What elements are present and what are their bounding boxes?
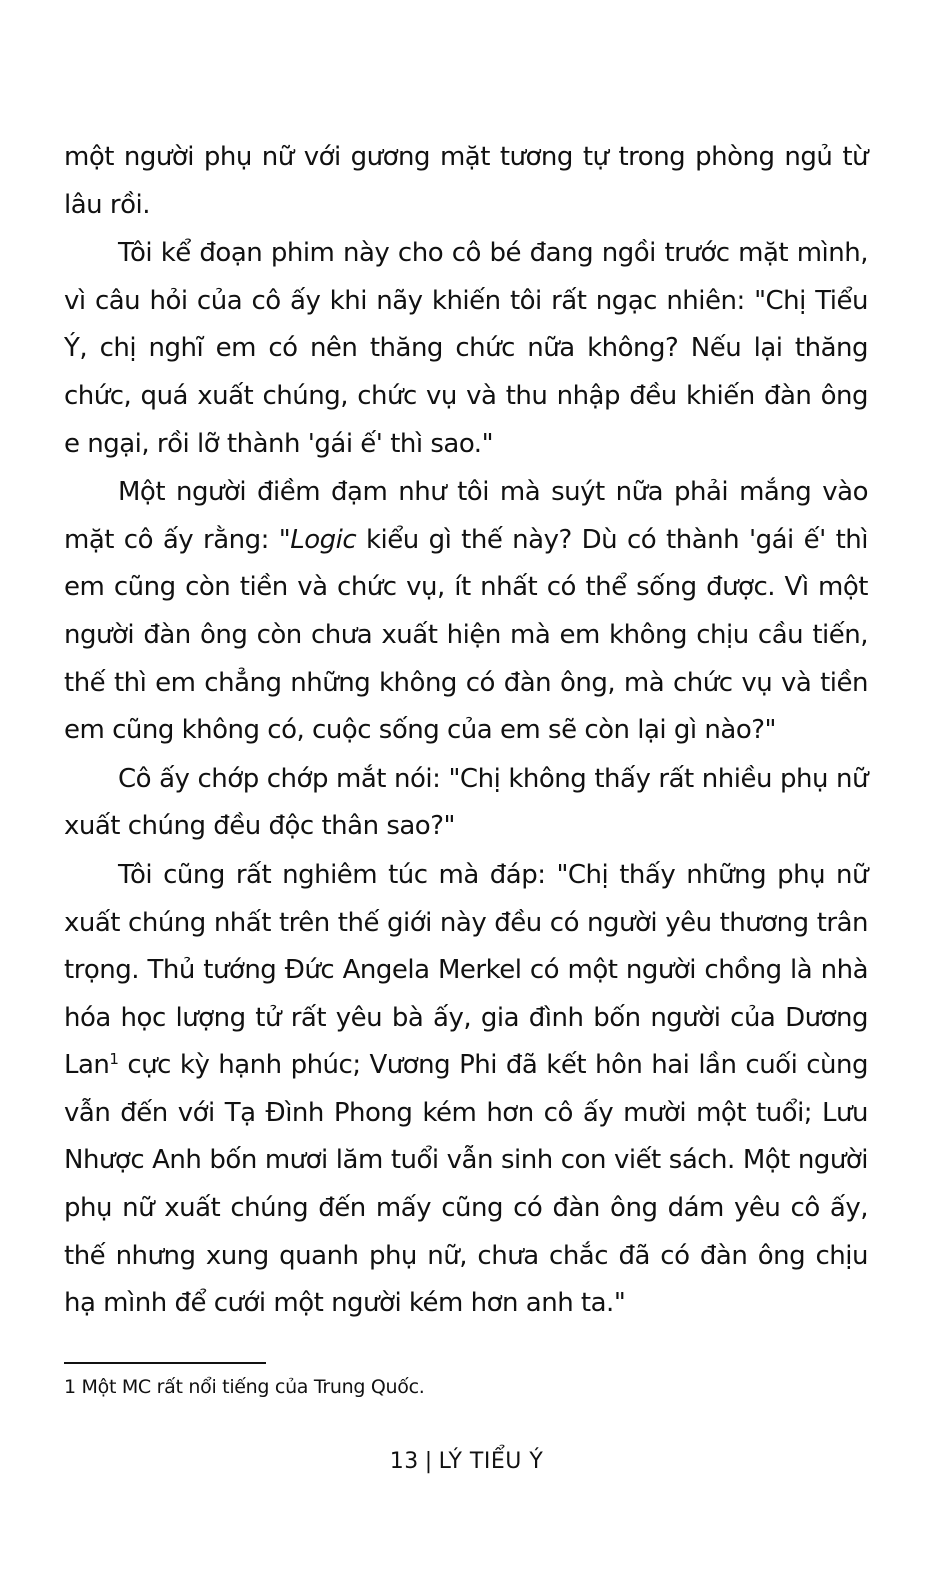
footer-author: LÝ TIỂU Ý bbox=[438, 1449, 544, 1474]
paragraph-5-text-end: cực kỳ hạnh phúc; Vương Phi đã kết hôn hai lần cuối cùng vẫn đến với Tạ Đình Phong kém hơn cô ấy mười một tuổi; Lưu Nhược Anh bốn mươi lăm tuổi vẫn sinh con viết sách. Một người phụ nữ xuất chúng đến mấy cũng có đàn ông dám yêu cô ấy, thế nhưng xung quanh phụ nữ, chưa chắc đã có đàn ông chịu hạ mình để cưới một người kém hơn anh ta." bbox=[64, 1050, 868, 1319]
paragraph-2-text: Tôi kể đoạn phim này cho cô bé đang ngồi trước mặt mình, vì câu hỏi của cô ấy khi nãy khiến tôi rất ngạc nhiên: "Chị Tiểu Ý, chị nghĩ em có nên thăng chức nữa không? Nếu lại thăng chức, quá xuất chúng, chức vụ và thu nhập đều khiến đàn ông e ngại, rồi lỡ thành 'gái ế' thì sao." bbox=[64, 238, 868, 459]
footnote-divider bbox=[64, 1362, 266, 1364]
paragraph-1 bbox=[64, 134, 868, 229]
paragraph-4-text: Cô ấy chớp chớp mắt nói: "Chị không thấy rất nhiều phụ nữ xuất chúng đều độc thân sao?" bbox=[64, 763, 868, 842]
paragraph-1-text: một người phụ nữ với gương mặt tương tự trong phòng ngủ từ lâu rồi. bbox=[64, 142, 868, 220]
paragraph-3-text-end: kiểu gì thế này? Dù có thành 'gái ế' thì em cũng còn tiền và chức vụ, ít nhất có thể sống được. Vì một người đàn ông còn chưa xuất hiện mà em không chịu cầu tiến, thế thì em chẳng những không có đàn ông, mà chức vụ và tiền em cũng không có, cuộc sống của em sẽ còn lại gì nào?" bbox=[64, 524, 868, 746]
paragraph-3 bbox=[64, 469, 868, 755]
paragraph-4 bbox=[64, 756, 868, 851]
paragraph-2 bbox=[64, 230, 868, 468]
body-text bbox=[64, 134, 868, 1328]
paragraph-3-italic-word: Logic bbox=[290, 524, 357, 555]
page-number: 13 bbox=[389, 1449, 419, 1474]
paragraph-5 bbox=[64, 852, 868, 1328]
paragraph-3-text-start: Một người điềm đạm như tôi mà suýt nữa phải mắng vào mặt cô ấy rằng: " bbox=[64, 477, 868, 555]
footnote: 1 Một MC rất nổi tiếng của Trung Quốc. bbox=[64, 1376, 425, 1398]
paragraph-5-text-start: Tôi cũng rất nghiêm túc mà đáp: "Chị thấy những phụ nữ xuất chúng nhất trên thế giới này đều có người yêu thương trân trọng. Thủ tướng Đức Angela Merkel có một người chồng là nhà hóa học lượng tử rất yêu bà ấy, gia đình bốn người của Dương Lan bbox=[64, 859, 868, 1081]
footnote-marker: 1 bbox=[109, 1050, 119, 1069]
footer-separator: | bbox=[424, 1449, 433, 1474]
page-footer bbox=[0, 1446, 933, 1478]
